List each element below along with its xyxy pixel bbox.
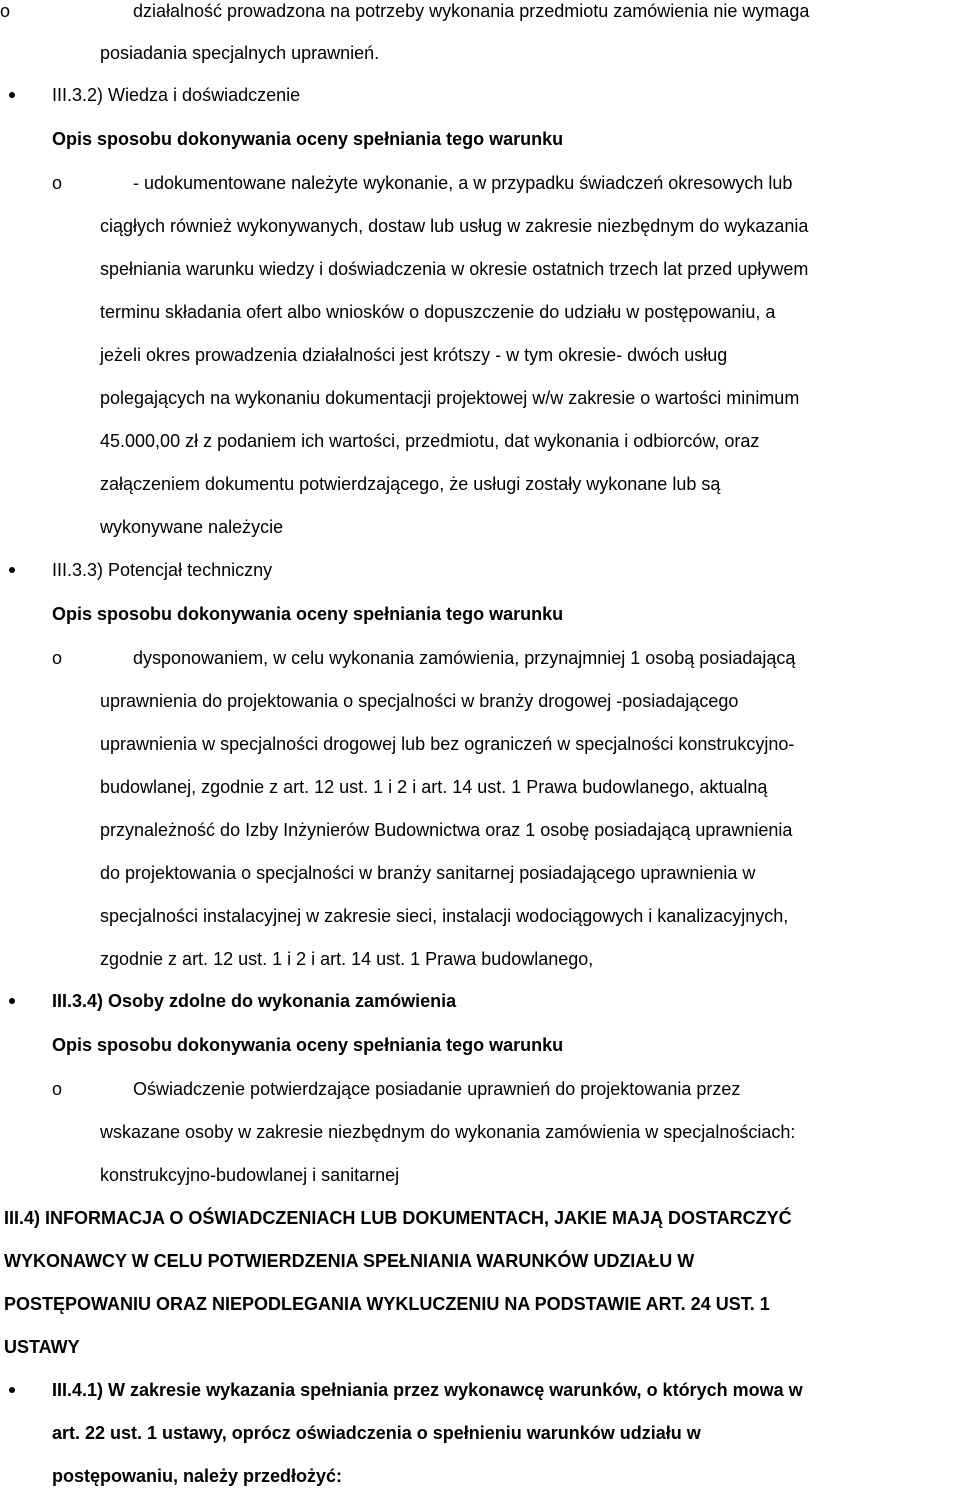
text-line: wskazane osoby w zakresie niezbędnym do wykonania zamówienia w specjalnościach: — [100, 1122, 796, 1142]
text-line: Oświadczenie potwierdzające posiadanie uprawnień do projektowania przez — [133, 1079, 741, 1099]
text-line: dysponowaniem, w celu wykonania zamówienia, przynajmniej 1 osobą posiadającą — [133, 648, 796, 668]
section-heading-4: WYKONAWCY W CELU POTWIERDZENIA SPEŁNIANIA WARUNKÓW UDZIAŁU W — [4, 1251, 695, 1271]
condition-description-label: Opis sposobu dokonywania oceny spełniania tego warunku — [52, 129, 564, 149]
list-marker: o — [52, 173, 63, 193]
section-heading-3-2: III.3.2) Wiedza i doświadczenie — [52, 85, 301, 105]
list-marker: o — [0, 1, 11, 21]
text-line: 45.000,00 zł z podaniem ich wartości, przedmiotu, dat wykonania i odbiorców, oraz — [100, 431, 760, 451]
text-line: ciągłych również wykonywanych, dostaw lub usług w zakresie niezbędnym do wykazania — [100, 216, 809, 236]
text-line: budowlanej, zgodnie z art. 12 ust. 1 i 2 i art. 14 ust. 1 Prawa budowlanego, aktualną — [100, 777, 768, 797]
condition-description-label: Opis sposobu dokonywania oceny spełniania tego warunku — [52, 1035, 564, 1055]
section-heading-3-3: III.3.3) Potencjał techniczny — [52, 560, 273, 580]
section-heading-4-1: III.4.1) W zakresie wykazania spełniania przez wykonawcę warunków, o których mowa w — [52, 1380, 803, 1400]
text-line: zgodnie z art. 12 ust. 1 i 2 i art. 14 ust. 1 Prawa budowlanego, — [100, 949, 594, 969]
condition-description-label: Opis sposobu dokonywania oceny spełniania tego warunku — [52, 604, 564, 624]
text-line: załączeniem dokumentu potwierdzającego, że usługi zostały wykonane lub są — [100, 474, 721, 494]
text-line: - udokumentowane należyte wykonanie, a w przypadku świadczeń okresowych lub — [133, 173, 793, 193]
text-line: do projektowania o specjalności w branży sanitarnej posiadającego uprawnienia w — [100, 863, 756, 883]
text-line: konstrukcyjno-budowlanej i sanitarnej — [100, 1165, 400, 1185]
text-line: jeżeli okres prowadzenia działalności jest krótszy - w tym okresie- dwóch usług — [100, 345, 728, 365]
list-marker: o — [52, 648, 63, 668]
intro-line: posiadania specjalnych uprawnień. — [100, 43, 380, 63]
bullet-icon — [9, 92, 15, 98]
section-heading-4: III.4) INFORMACJA O OŚWIADCZENIACH LUB DOKUMENTACH, JAKIE MAJĄ DOSTARCZYĆ — [4, 1208, 792, 1228]
section-heading-4: POSTĘPOWANIU ORAZ NIEPODLEGANIA WYKLUCZENIU NA PODSTAWIE ART. 24 UST. 1 — [4, 1294, 770, 1314]
section-heading-4: USTAWY — [4, 1337, 80, 1357]
text-line: polegających na wykonaniu dokumentacji projektowej w/w zakresie o wartości minimum — [100, 388, 800, 408]
bullet-icon — [9, 567, 15, 573]
text-line: wykonywane należycie — [100, 517, 284, 537]
bullet-icon — [9, 998, 15, 1004]
list-marker: o — [52, 1079, 63, 1099]
text-line: uprawnienia w specjalności drogowej lub bez ograniczeń w specjalności konstrukcyjno- — [100, 734, 795, 754]
text-line: przynależność do Izby Inżynierów Budownictwa oraz 1 osobę posiadającą uprawnienia — [100, 820, 793, 840]
text-line: specjalności instalacyjnej w zakresie sieci, instalacji wodociągowych i kanalizacyjnych, — [100, 906, 789, 926]
intro-line: działalność prowadzona na potrzeby wykonania przedmiotu zamówienia nie wymaga — [133, 1, 810, 21]
text-line: terminu składania ofert albo wniosków o dopuszczenie do udziału w postępowaniu, a — [100, 302, 776, 322]
text-line: spełniania warunku wiedzy i doświadczenia w okresie ostatnich trzech lat przed upływem — [100, 259, 809, 279]
section-heading-3-4: III.3.4) Osoby zdolne do wykonania zamówienia — [52, 991, 457, 1011]
text-line: postępowaniu, należy przedłożyć: — [52, 1466, 343, 1486]
text-line: uprawnienia do projektowania o specjalności w branży drogowej -posiadającego — [100, 691, 739, 711]
bullet-icon — [9, 1387, 15, 1393]
text-line: art. 22 ust. 1 ustawy, oprócz oświadczenia o spełnieniu warunków udziału w — [52, 1423, 701, 1443]
